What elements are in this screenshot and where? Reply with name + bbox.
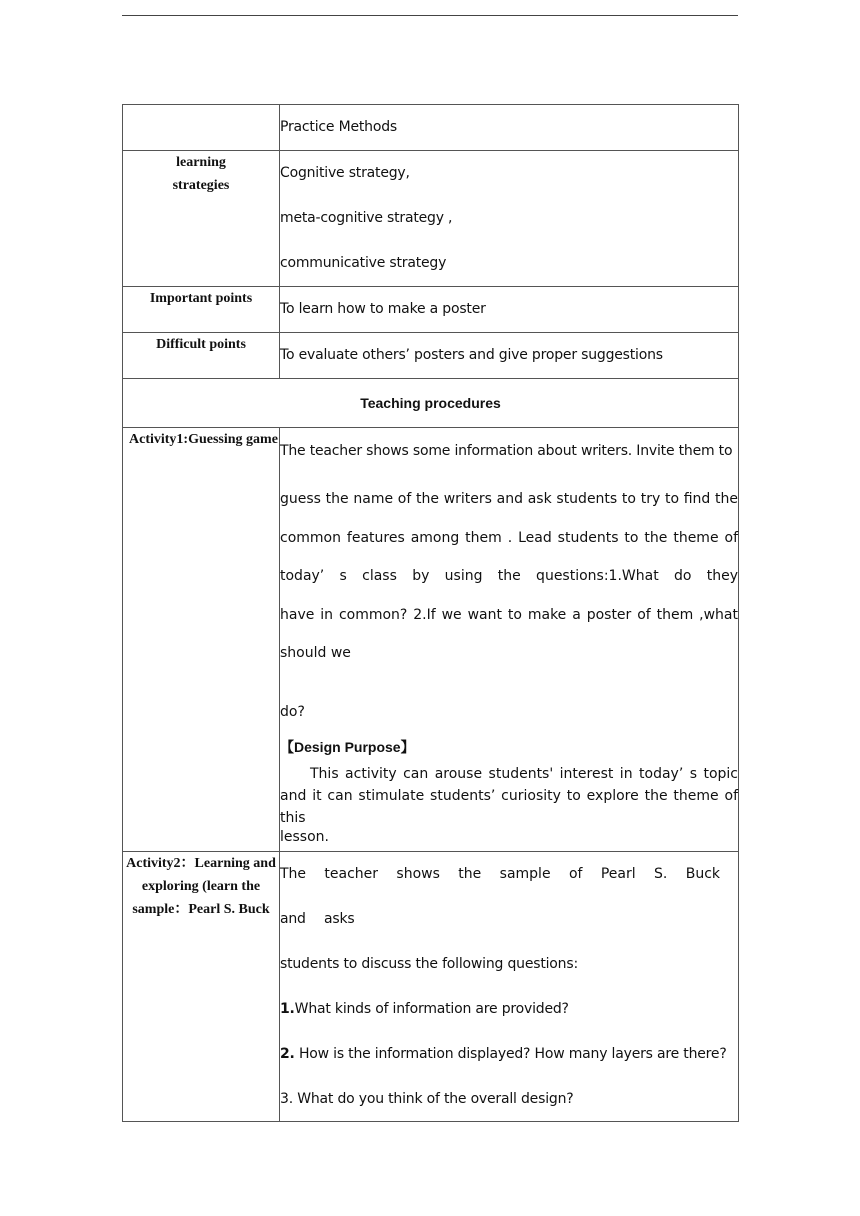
design-purpose-tail: lesson. (280, 829, 329, 845)
row-teaching-procedures (123, 379, 739, 428)
question-1: 1.What kinds of information are provided? (280, 1001, 569, 1017)
design-purpose-title: 【Design Purpose】 (280, 739, 415, 755)
activity1-line: The teacher shows some information about writers. Invite them to (280, 443, 733, 459)
teaching-procedures-heading: Teaching procedures (123, 379, 739, 428)
design-purpose-text: This activity can arouse students' interest in today’ s topic and it can stimulate students’ curiosity to explore the theme of this lesson. (280, 766, 738, 845)
lesson-plan-table (122, 104, 739, 1122)
activity1-line: guess the name of the writers and ask students to try to find the (280, 491, 738, 507)
activity1-line: should we (280, 645, 351, 661)
row-activity1 (123, 428, 739, 852)
learning-strategies-label: learning strategies (123, 151, 280, 287)
difficult-points-value: To evaluate others’ posters and give proper suggestions (280, 347, 663, 363)
row-learning-strategies (123, 151, 739, 287)
strategy-item: Cognitive strategy, (280, 165, 410, 181)
activity2-label: Activity2：Learning and exploring (learn the sample：Pearl S. Buck (123, 852, 280, 1122)
strategy-item: communicative strategy (280, 255, 447, 271)
activity2-intro: The teacher shows the sample of Pearl S. Buck (280, 866, 720, 882)
activity1-label: Activity1:Guessing game (123, 428, 280, 852)
row-difficult-points (123, 333, 739, 379)
activity1-line: do? (280, 703, 305, 720)
strategy-item: meta-cognitive strategy , (280, 210, 453, 226)
row-practice-methods (123, 105, 739, 151)
activity1-line: have in common? 2.If we want to make a poster of them ,what (280, 606, 738, 623)
practice-methods-text: Practice Methods (280, 119, 397, 135)
empty-label-cell (123, 105, 280, 151)
activity2-intro: and asks (280, 911, 355, 927)
activity1-line: today’ s class by using the questions:1.What do they (280, 568, 738, 584)
header-rule (122, 15, 738, 16)
question-2: 2. How is the information displayed? How many layers are there? (280, 1046, 727, 1062)
difficult-points-label: Difficult points (123, 333, 280, 379)
important-points-value: To learn how to make a poster (280, 301, 486, 317)
row-activity2 (123, 852, 739, 1122)
question-3: 3. What do you think of the overall design? (280, 1091, 574, 1107)
activity2-intro: students to discuss the following questions: (280, 956, 578, 972)
activity1-line: common features among them . Lead students to the theme of (280, 529, 738, 546)
important-points-label: Important points (123, 287, 280, 333)
row-important-points (123, 287, 739, 333)
